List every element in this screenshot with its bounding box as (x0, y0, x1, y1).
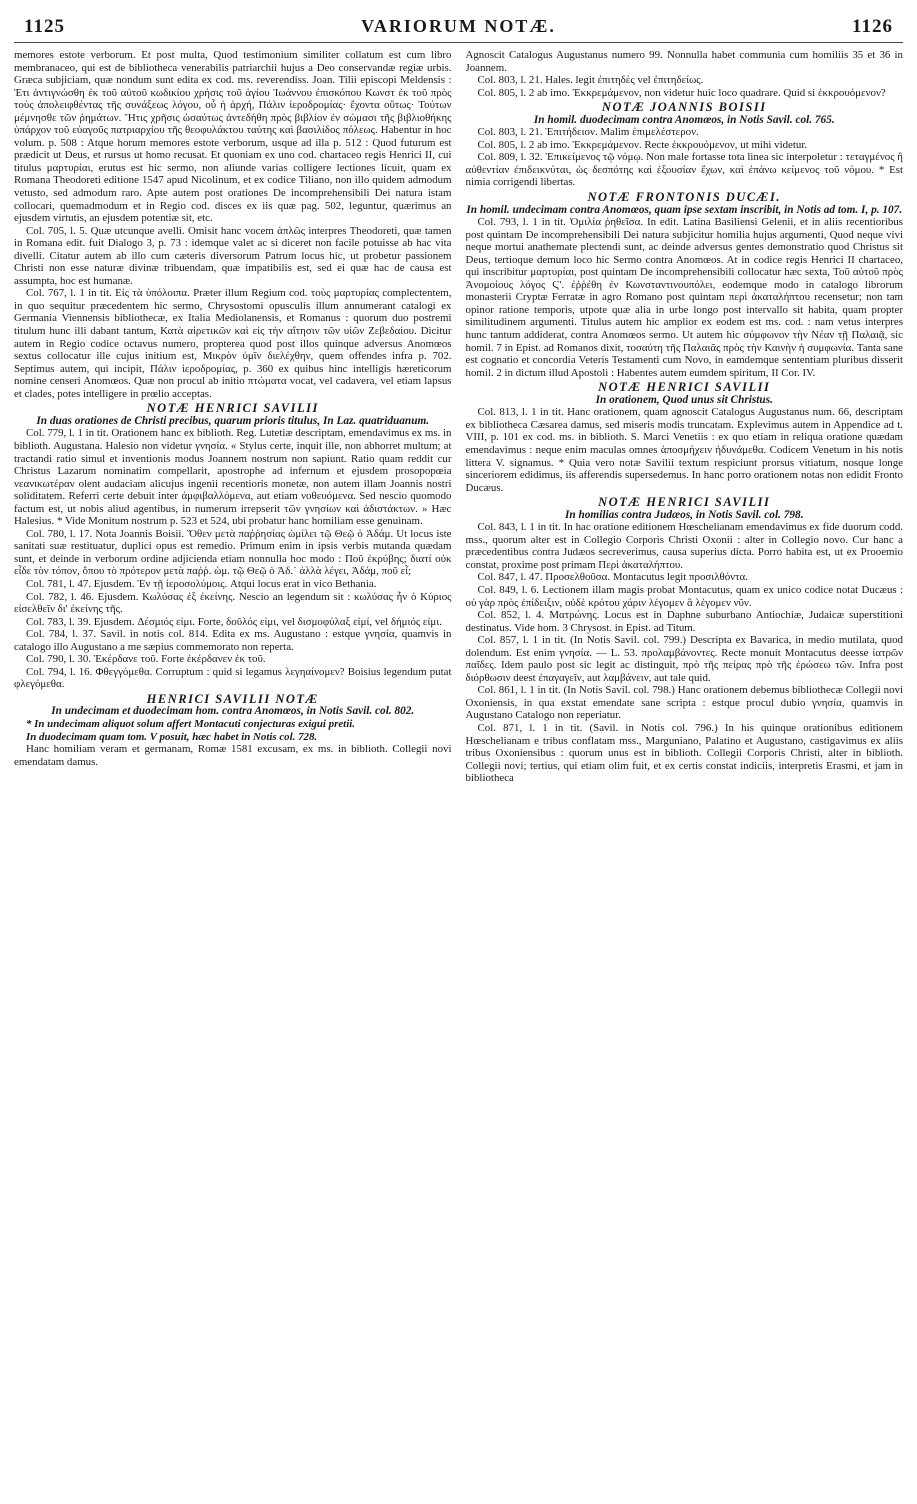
section-subheading: In orationem, Quod unus sit Christus. (595, 393, 773, 406)
paragraph: Col. 705, l. 5. Quæ utcunque avelli. Omisit hanc vocem ἁπλῶς interpres Theodoreti, quæ tamen in Romana edit. fuit Dialogo 3, p. 73 : idemque valet ac si diceret non facile potuisse ab hac vita divelli. Citatur autem ab illo cum cæteris diversorum Patrum locus hic, ut probetur passionem Christi non esse naturæ divinæ tribuendam, quæ impatibilis est, sed ei quæ hac de causa est assumpta, hoc est humanæ. (14, 224, 452, 287)
paragraph: Col. 782, l. 46. Ejusdem. Κωλύσας ἐξ ἐκείνης. Nescio an legendum sit : κωλύσας ἦν ὁ Κύριος εἰσελθεῖν δι' ἐκείνης τῆς. (14, 590, 452, 616)
section-subheading: In homil. undecimam contra Anomœos, quam ipse sextam inscribit, in Notis ad tom. I, p. 107. (466, 203, 903, 216)
paragraph: Agnoscit Catalogus Augustanus numero 99. Nonnulla habet communia cum homiliis 35 et 36 in Joannem. (465, 49, 903, 74)
two-column-body (14, 49, 903, 1504)
paragraph: Hanc homiliam veram et germanam, Romæ 1581 excusam, ex ms. in biblioth. Collegii novi emendatam damus. (14, 743, 452, 768)
paragraph: Col. 767, l. 1 in tit. Εἰς τὰ ὑπόλοιπα. Præter illum Regium cod. τοὺς μαρτυρίας complectentem, in quo sequitur præcedentem hic sermo, Chrysostomi opusculis illum annumerant catalogi ex Germania Viennensis bibliothecæ, ex Italia Mediolanensis, et Romanus : quorum duo postremi titulum hunc illi dabant tantum, Κατὰ αἱρετικῶν καὶ εἰς τὴν αἴτησιν τῶν υἱῶν Ζεβεδαίου. Dicitur autem in Regio codice octavus numero, propterea quod post illos quinque adversus Anomœos sextus collocatur ille cujus initium est, Μικρὸν ὑμῖν διελέχθην, quem offendes infra p. 702. Septimus autem, qui incipit, Πάλιν ἱεροδρομίας, p. 360 ex quibus hinc intelligis hæreticorum nomine censeri Anomœos. Quæ non procul ab initio πτώματα vocat, vel cadavera, vel etiam lapsus et clades, potes intelligere in prœlio acceptas. (14, 287, 452, 400)
paragraph: Col. 780, l. 17. Nota Joannis Boisii. Ὅθεν μετὰ παῤῥησίας ὡμίλει τῷ Θεῷ ὁ Ἀδάμ. Ut locus iste sanitati suæ restituatur, duplici opus est remedio. Primum enim in ipsis verbis mutanda quædam sunt, et deinde in verborum ordine adjicienda etiam nonnulla hoc modo : Ποῦ ἐκρύβης; διατί οὐκ εἶδε τὸν τόπον, ὅπου τὸ πρότερον μετὰ παῤῥ. ὡμ. τῷ Θεῷ ὁ Ἀδ.˙ ἀλλὰ λέγει, Ἀδάμ, ποῦ εἶ; (14, 527, 452, 578)
paragraph: Col. 793, l. 1 in tit. Ὁμιλία ῥηθεῖσα. In edit. Latina Basiliensi Gelenii, et in aliis recentioribus post quintam De incomprehensibili Dei natura subjicitur homilia hujus argumenti, Quod neque vivi neque mortui anathemate plectendi sunt, ac deinde adversus gentes demonstratio quod Christus sit Deus, tertioque demum loco hic Sermo contra Anomœos. At in codice regis Henrici II chartaceo, qui inscribitur μαρτυρίαι, post quintam De incomprehensibili collocatur hæc sexta, Τοῦ αὐτοῦ πρὸς Ἀνομοίους λόγος Ϛ'. ἐῤῥέθη ἐν Κωνσταντινουπόλει, eodemque modo in catalogo librorum monasterii Cryptæ Ferratæ in agro Romano post quintam περὶ ἀκαταλήπτου recensetur; non tam opinor ratione temporis, utpote quæ alia in urbe longo post intervallo sit habita, quam propter similitudinem argumenti. Titulus autem hic amplior ex eodem est ms. cod. : nam vetus interpres hunc tantum addiderat, contra Anomœos sermo. Ut autem hic σύμφωνον τὴν Νέαν τῇ Παλαιᾷ, sic homil. 7 in Epist. ad Romanos dixit, τοσαύτη τῆς Παλαιᾶς πρὸς τὴν Καινὴν ἡ συμφωνία. Tanta sane est cognatio et concordia Veteris Testamenti cum Novo, in eamdemque sententiam pluribus disserit homil. 2 in dictum illud Apostoli : Habentes autem eumdem spiritum, II Cor. IV. (465, 216, 903, 379)
section-subheading: In duas orationes de Christi precibus, quarum prioris titulus, In Laz. quatriduanum. (36, 414, 430, 427)
page-header (14, 10, 903, 43)
running-title: VARIORUM NOTÆ. (361, 16, 556, 36)
page-number-left: 1125 (24, 16, 65, 37)
section-heading: NOTÆ HENRICI SAVILII (598, 495, 771, 510)
paragraph: In duodecimam quam tom. V posuit, hæc habet in Notis col. 728. (26, 730, 318, 743)
paragraph: * In undecimam aliquot solum affert Montacuti conjecturas exigui pretii. (26, 717, 355, 730)
paragraph: Col. 794, l. 16. Φθεγγόμεθα. Corruptum : quid si legamus λεγηαίνομεν? Boisius legendum putat φλεγόμεθα. (14, 665, 452, 691)
section-heading: NOTÆ HENRICI SAVILII (146, 401, 319, 416)
paragraph: Col. 784, l. 37. Savil. in notis col. 814. Edita ex ms. Augustano : estque γνησία, quamvis in catalogo illo Augustano a me sæpius commemorato non reperta. (14, 628, 452, 653)
section-heading: HENRICI SAVILII NOTÆ (146, 691, 319, 706)
paragraph: Col. 805, l. 2 ab imo. Ἐκκρεμάμενον, non videtur huic loco quadrare. Quid si ἐκκρουόμενον? (477, 86, 886, 99)
section-subheading: In undecimam et duodecimam hom. contra Anomœos, in Notis Savil. col. 802. (51, 705, 415, 718)
paragraph: Col. 803, l. 21. Hales. legit ἐπιτηδὲς vel ἐπιτηδείως. (477, 74, 704, 87)
section-heading: NOTÆ JOANNIS BOISII (601, 100, 767, 115)
paragraph: Col. 852, l. 4. Ματρώνης. Locus est in Daphne suburbano Antiochiæ, Judaicæ superstitioni destinatus. Vide hom. 3 Chrysost. in Epist. ad Titum. (465, 609, 903, 634)
paragraph: Col. 783, l. 39. Ejusdem. Δέσμιός εἰμι. Forte, δοῦλός εἰμι, vel δισμοφύλαξ εἰμί, vel δήμιός εἰμι. (26, 615, 442, 628)
paragraph: Col. 805, l. 2 ab imo. Ἐκκρεμάμενον. Recte ἐκκρουόμενον, ut mihi videtur. (477, 138, 808, 151)
paragraph: Col. 813, l. 1 in tit. Hanc orationem, quam agnoscit Catalogus Augustanus num. 66, descriptam ex bibliotheca Cæsarea damus, sed miseris modis truncatam. Explevimus autem in Appendice ad t. VIII, p. 101 ex cod. ms. in biblioth. S. Marci Venetiis : ex quo etiam in reliqua oratione quædam emendavimus : neque enim maculas omnes ἀποσμήχειν ἠδυνάμεθα. Codicem Venetum in his notis littera V. signamus. * Quia vero notæ Savilii textum respiciunt prorsus vitiatum, nosque longe sinceriorem edidimus, iis afferendis supersedemus. In hanc porro orationem notas non edidit Fronto Ducæus. (465, 406, 903, 494)
page-number-right: 1126 (852, 16, 893, 37)
right-column (466, 49, 904, 1504)
paragraph: Col. 790, l. 30. Ἐκέρδανε τοῦ. Forte ἐκέρδανεν ἐκ τοῦ. (26, 653, 266, 666)
paragraph: Col. 861, l. 1 in tit. (In Notis Savil. col. 798.) Hanc orationem debemus bibliothecæ Collegii novi Oxoniensis, in qua exstat emendate sane scripta : estque procul dubio γνησία, quamvis in Augustano Catalogo non reperiatur. (465, 684, 903, 722)
paragraph: Col. 847, l. 47. Προσελθοῦσα. Montacutus legit προσιλθόντα. (477, 571, 748, 584)
section-heading: NOTÆ FRONTONIS DUCÆI. (587, 190, 781, 205)
paragraph: Col. 803, l. 21. Ἐπιτήδειον. Malim ἐπιμελέστερον. (477, 126, 699, 139)
paragraph: Col. 849, l. 6. Lectionem illam magis probat Montacutus, quam ex unico codice notat Ducæus : οὐ γὰρ πρὸς ἐπίδειξιν, οὐδὲ κρότου χάριν λέγομεν ἃ λέγομεν νῦν. (465, 583, 903, 609)
paragraph: Col. 871, l. 1 in tit. (Savil. in Notis col. 796.) In his quinque orationibus editionem Hœschelianam e tribus conflatam mss., Marguniano, Palatino et Augustano, castigavimus ex aliis tribus Oxoniensibus : quorum unus est in biblioth. Collegii Corporis Christi, alter in biblioth. Collegii novi; tertius, qui etiam olim fuit, et ex certis constat indiciis, interpretis Erasmi, et jam in bibliotheca (465, 721, 903, 785)
section-heading: NOTÆ HENRICI SAVILII (598, 380, 771, 395)
paragraph: Col. 809, l. 32. Ἐπικείμενος τῷ νόμῳ. Non male fortasse tota linea sic interpoletur : τεταγμένος ἢ αὐθεντίαν ἐπιδεικνύται, ὡς δεσπότης καὶ ἐξουσίαν ἔχων, καὶ ἐπάνω κείμενος τοῦ νόμου. * Est nimia corrigendi libertas. (465, 151, 903, 189)
paragraph: memores estote verborum. Et post multa, Quod testimonium similiter collatum est cum libro membranaceo, qui est de bibliotheca venerabilis patriarchii hujus a Deo conservandæ regiæ urbis. Græca subjiciam, quæ nondum sunt edita ex cod. ms. reverendiss. Joan. Tilii episcopi Meldensis : Ἐτι ἀντιγνώσθη ἐκ τοῦ αὐτοῦ κωδικίου χρήσις τοῦ ἁγίου Ἰωάννου ἐπισκόπου Κωνστ ἐκ τοῦ πρὸς τοὺς ἀπολειφθέντας τῆς συνάξεως λόγου, οὗ ἡ ἀρχή, Πάλιν ἱεροδρομίας· ἔχοντα οὕτως· Τούτων μέμνησθε τῶν ῥημάτων. Ἥτις χρῆσις ὡσαύτως ἀντεδήθη πρὸς βιβλίον ἐν σώμασι τῆς βιβλιοθήκης ὑπάρχον τοῦ εὐαγοῦς πατριαρχίου τῆς θεοφυλάκτου ταύτης καὶ βασιλίδος πόλεως. Habentur in hoc volum. p. 508 : Atque horum memores estote verborum, usque ad illa p. 512 : Quod futurum est prædicit ut Deus, et rursus ut homo recusat. Et quoniam ex uno cod. chartaceo regis Henrici II, cui titulus μαρτυρίαι, erutus est hic sermo, non aliunde varias colligere lectiones licuit, quam ex Romana Theodoreti editione 1547 apud Nicolinum, et ex codice Tiliano, non illo quidem admodum vetusto, sed admodum raro. Apte autem post orationes De incomprehensibili Dei natura istam collocari, quemadmodum et in Regio cod. disces ex iis quæ pag. 502, leguntur, quærimus an ejusdem virtutis, an ejusdem potentiæ sit, etc. (14, 49, 452, 225)
section-subheading: In homilias contra Judæos, in Notis Savil. col. 798. (564, 508, 804, 521)
paragraph: Col. 779, l. 1 in tit. Orationem hanc ex biblioth. Reg. Lutetiæ descriptam, emendavimus ex ms. in biblioth. Augustana. Halesio non videtur γνησία. « Stylus certe, inquit ille, non abhorret multum; at tractandi ratio simul et inventionis modus Joannem nostrum non sapiunt. Ratio quam reddit cur Christus Lazarum nominatim compellarit, apostrophe ad infernum et ejusdem prosopopœia νεανικωτέραν olent audaciam alicujus ingenii recentioris monetæ, non autem illam Joannis nostri soliditatem. Referri certe debuit inter ἀμφιβαλλόμενα, aut etiam νοθευόμενα. Sed nescio quomodo factum est, ut nobis aliud agentibus, in numerum irrepserit τῶν γνησίων καὶ ἀδιστάκτων. » Hæc Halesius. * Vide Monitum nostrum p. 523 et 524, ubi probatur hanc homiliam esse genuinam. (14, 427, 452, 528)
paragraph: Col. 857, l. 1 in tit. (In Notis Savil. col. 799.) Descripta ex Bavarica, in medio mutilata, quod dolendum. Est enim γνησία. — L. 53. προλαμβάνοντες. Recte monuit Montacutus deesse ἰατρῶν παῖδες. Idem paulo post sic legit ac distinguit, πρὸ τῆς πείρας πρὸ τῆς ἐρώσεω τῶν. Infra post διόρθωσιν deest ἐπαγαγεῖν, aut λαμβάνειν, aut tale quid. (465, 634, 903, 684)
left-column (14, 49, 452, 1504)
paragraph: Col. 781, l. 47. Ejusdem. Ἐν τῇ ἱεροσολύμοις. Atqui locus erat in vico Bethania. (26, 577, 377, 590)
paragraph: Col. 843, l. 1 in tit. In hac oratione editionem Hœschelianam emendavimus ex fide duorum codd. mss., quorum alter est in Collegio Corporis Christi Oxonii : alter in Collegio novo. Cur hanc a præcedentibus contra Judæos secreverimus, causa superius dicta. Porro habita est, ut ex Prooemio constat, proxime post primam Περὶ ἀκαταλήπτου. (465, 521, 903, 571)
section-subheading: In homil. duodecimam contra Anomœos, in Notis Savil. col. 765. (533, 113, 835, 126)
